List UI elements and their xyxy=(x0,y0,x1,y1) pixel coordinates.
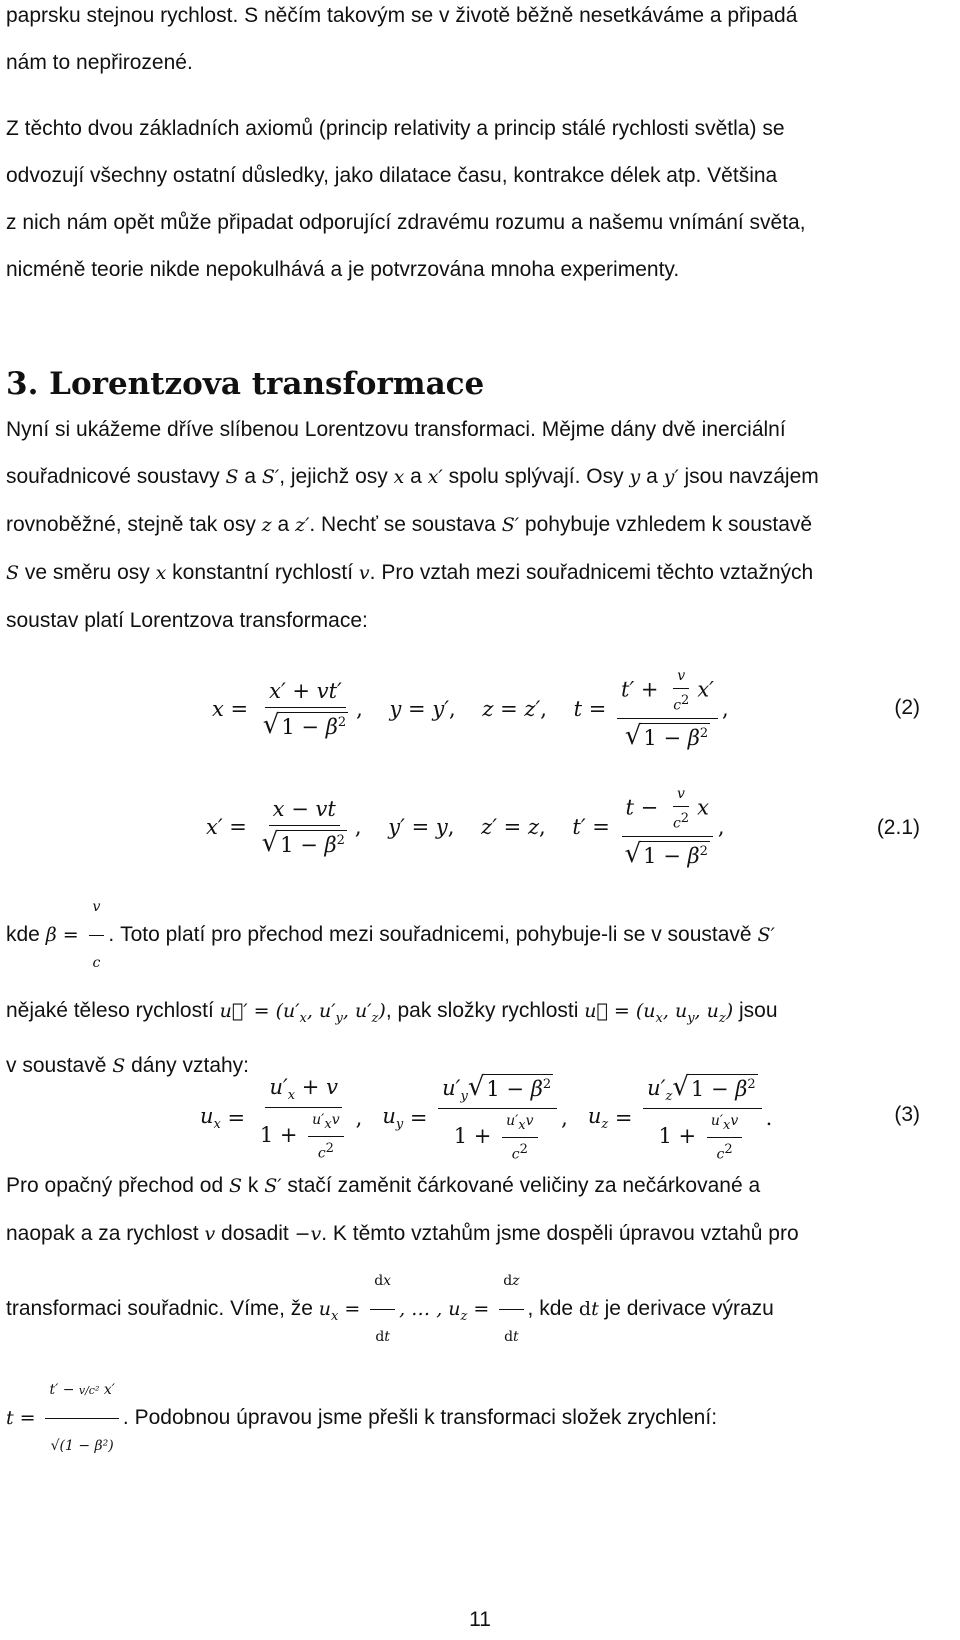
math-symbol: z′ xyxy=(295,514,310,536)
math-symbol: y xyxy=(629,466,641,488)
math-symbol: S′ xyxy=(261,466,280,488)
equation-3: $u_x$ = $u'_x + v$ 1 + $\frac{u'_xv}{c^2}$ , $u_y$ = $u'_y$ √ $1 - \beta^2$ 1 + $\frac{u'_xv}{c^2}$ , $u_z$ = $u'_z$ √ $1 - \beta^2$ 1 + $\frac{u'_xv}{c^2}$ . xyxy=(200,1072,773,1163)
text-span: a xyxy=(244,465,257,488)
text-span: je derivace výrazu xyxy=(604,1297,774,1321)
text-line: paprsku stejnou rychlost. S něčím takovým se v životě běžně nesetkáváme a připadá xyxy=(6,4,798,27)
math-fraction: $\frac{v}{c}$ xyxy=(89,884,105,987)
text-line: z nich nám opět může připadat odporující zdravému rozumu a našemu vnímání světa, xyxy=(6,211,806,234)
text-line: odvozují všechny ostatní důsledky, jako dilatace času, kontrakce délek atp. Většina xyxy=(6,164,778,187)
equation-number: (2.1) xyxy=(876,816,920,839)
math-fraction: $\frac{\text{t′ − v/c² x′}}{\text{√(1 − β²)}}$ xyxy=(45,1367,118,1470)
final-paragraph xyxy=(6,1162,956,1470)
text-span: konstantní rychlostí xyxy=(172,561,354,584)
intro-paragraph-2 xyxy=(6,105,956,293)
math-symbol: t = xyxy=(6,1407,36,1430)
text-span: ve směru osy xyxy=(24,561,150,584)
text-span: . Nechť se soustava xyxy=(309,513,496,536)
math-symbol: S′ xyxy=(264,1175,282,1197)
text-span: Pro opačný přechod od xyxy=(6,1174,224,1197)
text-span: nějaké těleso rychlostí xyxy=(6,999,214,1022)
math-symbol: S′ xyxy=(757,924,775,947)
text-span: transformaci souřadnic. Víme, že xyxy=(6,1297,313,1321)
math-symbol: z xyxy=(261,514,272,536)
math-symbol: S xyxy=(229,1175,243,1197)
text-line: Z těchto dvou základních axiomů (princip relativity a princip stálé rychlosti světla) se xyxy=(6,117,785,140)
math-symbol: v xyxy=(204,1223,216,1245)
text-span: , jejichž osy xyxy=(279,465,388,488)
math-symbol: x xyxy=(155,562,167,584)
text-line xyxy=(6,987,956,1042)
text-line: nám to nepřirozené. xyxy=(6,51,193,74)
math-fraction: $\frac{dz}{dt}$ xyxy=(499,1258,523,1361)
math-symbol: y′ xyxy=(663,466,679,488)
math-symbol: v xyxy=(358,562,370,584)
equation-number: (3) xyxy=(894,1103,920,1126)
text-span: pohybuje vzhledem k soustavě xyxy=(524,513,813,536)
text-span: jsou navzájem xyxy=(684,465,819,488)
text-span: . K těmto vztahům jsme dospěli úpravou vztahů pro xyxy=(321,1222,799,1245)
text-span: , kde xyxy=(527,1297,574,1321)
text-line xyxy=(6,501,956,549)
math-symbol: u⃗′ = ($u'_x$, $u'_y$, $u'_z$) xyxy=(219,1000,386,1026)
text-span: dány vztahy: xyxy=(131,1053,250,1077)
text-span: a xyxy=(646,465,658,488)
math-symbol: x xyxy=(393,466,405,488)
intro-paragraph-1 xyxy=(6,0,956,86)
text-span: naopak a za rychlost xyxy=(6,1222,199,1245)
text-span: . Toto platí pro přechod mezi souřadnicemi, pohybuje-li se v soustavě xyxy=(108,923,752,947)
equation-2-1: x′ = x − vt √ $1 - \beta^2$ , y′ = y , z′ = z , t′ = t − $\frac{v}{c^2}$ x √ $1 - \beta^2$ , xyxy=(206,786,725,869)
math-symbol: S xyxy=(6,562,20,584)
text-line: nicméně teorie nikde nepokulhává a je potvrzována mnoha experimenty. xyxy=(6,258,680,281)
math-symbol: β = xyxy=(45,924,79,947)
equation-2: x = x′ + vt′ √ $1 - \beta^2$ , y = y′ , z = z′ , t = t′ + $\frac{v}{c^2}$ x′ √ $1 - \beta^2$ , xyxy=(212,668,729,751)
section-heading: 3. Lorentzova transformace xyxy=(6,366,485,402)
text-span: k xyxy=(247,1174,259,1197)
math-symbol: S xyxy=(112,1054,126,1077)
math-symbol: $u_x$ = xyxy=(318,1298,361,1324)
text-line xyxy=(6,1210,956,1258)
math-symbol: , … , $u_z$ = xyxy=(399,1298,490,1324)
text-span: stačí zaměnit čárkované veličiny za nečárkované a xyxy=(287,1174,761,1197)
math-symbol: u⃗ = ($u_x$, $u_y$, $u_z$) xyxy=(584,1000,734,1026)
math-symbol: dt xyxy=(578,1298,599,1321)
text-line: soustav platí Lorentzova transformace: xyxy=(6,609,368,632)
text-span: v soustavě xyxy=(6,1053,107,1077)
text-span: spolu splývají. Osy xyxy=(448,465,624,488)
math-symbol: −v xyxy=(294,1223,322,1245)
text-line: Nyní si ukážeme dříve slíbenou Lorentzovu transformaci. Mějme dány dvě inerciální xyxy=(6,418,786,441)
text-span: . Pro vztah mezi souřadnicemi těchto vztažných xyxy=(369,561,814,584)
page-number: 11 xyxy=(469,1608,491,1631)
text-span: jsou xyxy=(739,999,778,1022)
math-symbol: x′ xyxy=(427,466,443,488)
text-line xyxy=(6,1367,956,1470)
math-fraction: $\frac{dx}{dt}$ xyxy=(370,1258,395,1361)
text-span: . Podobnou úpravou jsme přešli k transformaci složek zrychlení: xyxy=(122,1406,718,1430)
text-line xyxy=(6,453,956,501)
section-paragraph xyxy=(6,406,956,644)
text-line xyxy=(6,549,956,597)
text-span: dosadit xyxy=(221,1222,289,1245)
text-span: a xyxy=(410,465,422,488)
text-span: , pak složky rychlosti xyxy=(385,999,579,1022)
text-span: kde xyxy=(6,923,40,947)
text-span: a xyxy=(277,513,290,536)
text-line xyxy=(6,1162,956,1210)
kde-paragraph xyxy=(6,884,956,1090)
equation-number: (2) xyxy=(894,696,920,719)
math-symbol: S xyxy=(225,466,239,488)
text-line xyxy=(6,1258,956,1361)
text-span: rovnoběžné, stejně tak osy xyxy=(6,513,256,536)
math-symbol: S′ xyxy=(501,514,520,536)
text-line xyxy=(6,884,956,987)
text-span: souřadnicové soustavy xyxy=(6,465,220,488)
